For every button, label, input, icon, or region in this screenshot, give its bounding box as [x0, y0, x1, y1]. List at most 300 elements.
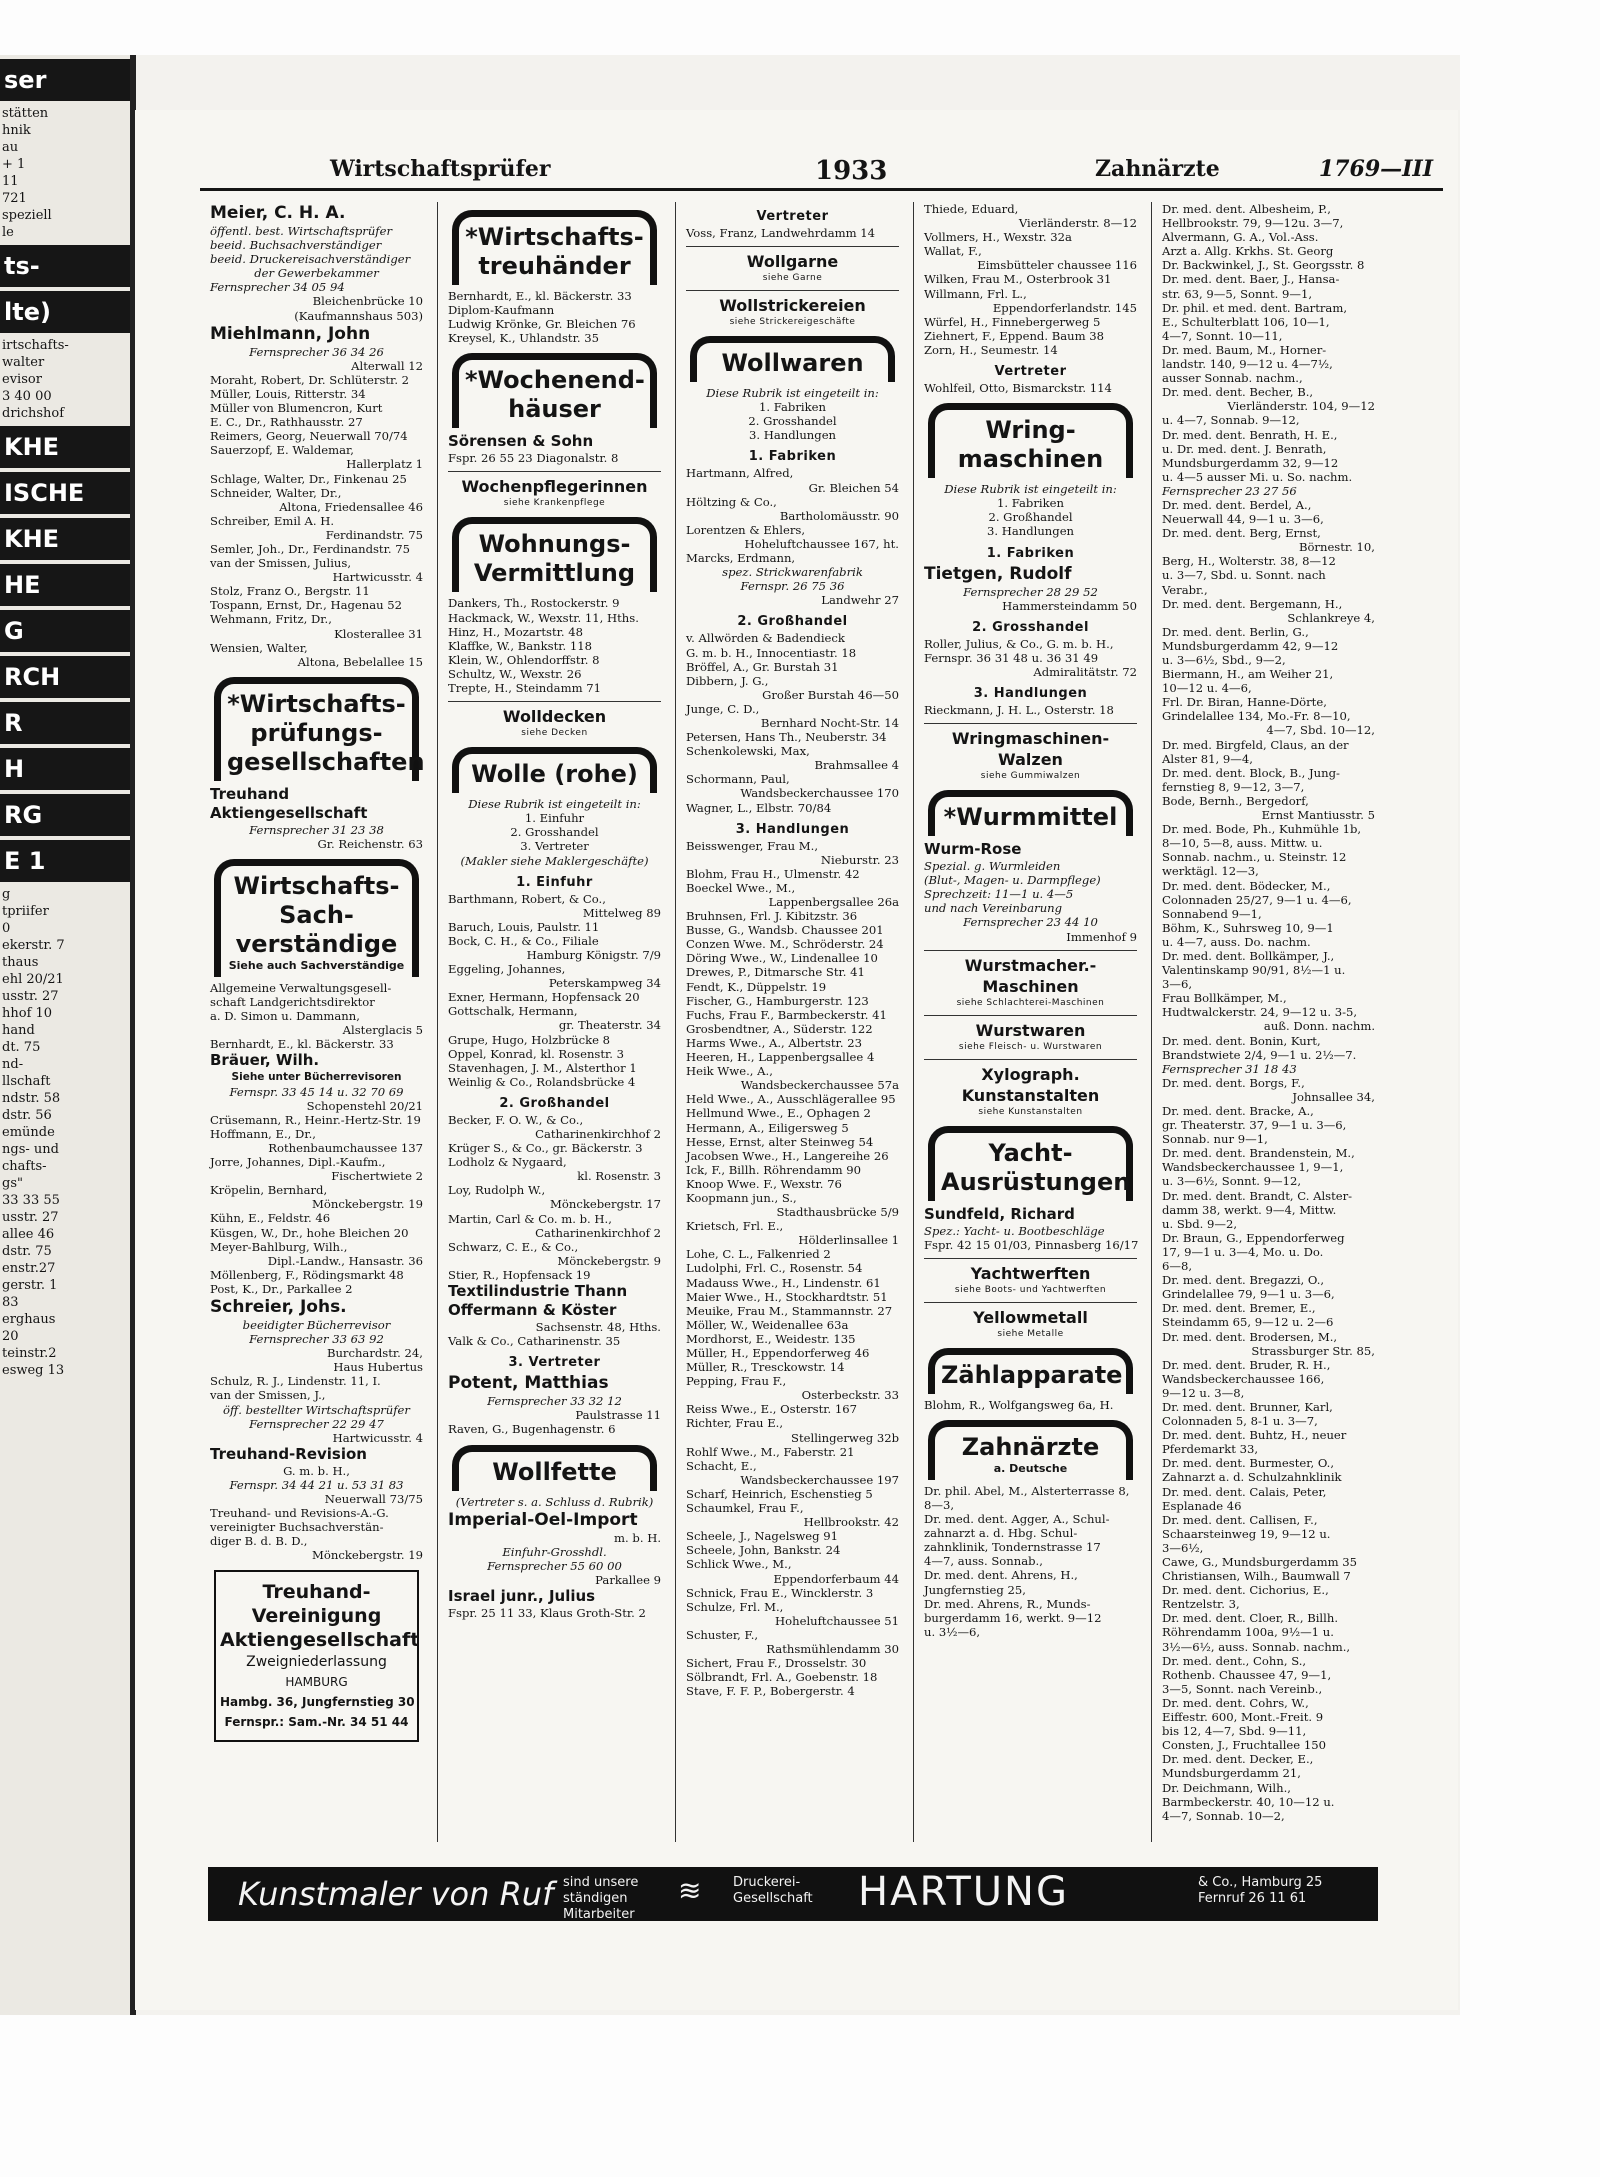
listing-line: Weinlig & Co., Rolandsbrücke 4	[448, 1074, 636, 1089]
column-5	[1151, 202, 1380, 1842]
listing-line: Stavenhagen, J. M., Alsterthor 1	[448, 1060, 637, 1075]
listing-note: Fernspr. 26 75 36	[740, 579, 845, 594]
listing-line: Barthmann, Robert, & Co.,	[448, 891, 606, 906]
listing-line: Mundsburgerdamm 21,	[1162, 1766, 1301, 1781]
listing-note: Spez.: Yacht- u. Bootbeschläge	[924, 1223, 1105, 1238]
listing-note: Einfuhr-Grosshdl.	[502, 1544, 607, 1559]
listing-line: Dr. med. Bode, Ph., Kuhmühle 1b,	[1162, 822, 1362, 837]
listing-line: Schreiber, Emil A. H.	[210, 513, 335, 528]
listing-line: Schnick, Frau E., Wincklerstr. 3	[686, 1585, 874, 1600]
listing-line: Bernhardt, E., kl. Bäckerstr. 33	[448, 289, 632, 303]
listing-line: Dr. med. dent. Cloer, R., Billh.	[1162, 1611, 1338, 1626]
listing-name: Bräuer, Wilh.	[210, 1051, 320, 1070]
listing-line: Wensien, Walter,	[210, 640, 308, 655]
section-heading: 1. Einfuhr	[516, 874, 593, 890]
category-tab	[452, 747, 657, 793]
listing-address: Wandsbeckerchaussee 170	[740, 786, 899, 801]
category-title: *Wirtschafts-treuhänder	[465, 223, 644, 280]
listing-name: Tietgen, Rudolf	[924, 563, 1072, 584]
section-heading: 3. Vertreter	[508, 1355, 601, 1371]
listing-line: Marcks, Erdmann,	[686, 551, 796, 566]
listing-address: kl. Rosenstr. 3	[577, 1169, 661, 1184]
listing-line: Dr. med. dent. Buhtz, H., neuer	[1162, 1428, 1347, 1443]
listing-line: Valentinskamp 90/91, 8½—1 u.	[1162, 963, 1346, 978]
listing-line: Mundsburgerdamm 42, 9—12	[1162, 638, 1339, 653]
listing-note: Diese Rubrik ist eingeteilt in:	[468, 797, 641, 812]
rubric-reference: siehe Kunstanstalten	[978, 1106, 1083, 1117]
section-heading: Vertreter	[756, 209, 829, 224]
listing-address: Bartholomäusstr. 90	[779, 508, 899, 523]
listing-line: Sonnab. nur 9—1,	[1162, 1132, 1268, 1147]
listing-line: fernstieg 8, 9—12, 3—7,	[1162, 779, 1305, 794]
listing-name: Offermann & Köster	[448, 1301, 617, 1320]
listing-line: Dr. med. dent. Benrath, H. E.,	[1162, 427, 1338, 442]
category-subtitle: a. Deutsche	[993, 1461, 1068, 1475]
category-title: Wring-maschinen	[957, 416, 1104, 474]
listing-line: Stier, R., Hopfensack 19	[448, 1267, 591, 1282]
listing-line: Brandstwiete 2/4, 9—1 u. 2½—7.	[1162, 1047, 1357, 1062]
listing-name: Wurm-Rose	[924, 840, 1022, 859]
listing-address: Neuerwall 73/75	[324, 1492, 423, 1506]
listing-line: Barmbeckerstr. 40, 10—12 u.	[1162, 1794, 1335, 1809]
listing-address: Strassburger Str. 85,	[1251, 1343, 1375, 1358]
listing-address: Bleichenbrücke 10	[312, 294, 423, 309]
listing-line: Würfel, H., Finnebergerweg 5	[924, 314, 1101, 329]
listing-line: Klein, W., Ohlendorffstr. 8	[448, 652, 600, 667]
listing-note: der Gewerbekammer	[254, 266, 379, 281]
listing-line: Wohlfeil, Otto, Bismarckstr. 114	[924, 381, 1112, 396]
listing-line: 3. Handlungen	[748, 428, 837, 443]
listing-line: E. C., Dr., Rathhausstr. 27	[210, 415, 363, 430]
listing-line: Scharf, Heinrich, Eschenstieg 5	[686, 1486, 873, 1501]
listing-line: Dr. med. dent. Decker, E.,	[1162, 1752, 1314, 1767]
listing-line: Dr. med. dent. Agger, A., Schul-	[924, 1512, 1110, 1527]
listing-address: Hellbrookstr. 42	[803, 1515, 899, 1530]
listing-address: Schlankreye 4,	[1287, 610, 1375, 625]
previous-page-fragment: 83	[2, 1295, 19, 1310]
listing-line: Dr. med. dent. Bracke, A.,	[1162, 1104, 1314, 1118]
listing-line: Thiede, Eduard,	[924, 202, 1019, 216]
listing-line: 2. Großhandel	[988, 510, 1073, 525]
previous-page-fragment: speziell	[2, 208, 52, 223]
listing-line: Treuhand- und Revisions-A.-G.	[210, 1506, 389, 1521]
listing-line: Petersen, Hans Th., Neuberstr. 34	[686, 730, 887, 745]
listing-address: Vierländerstr. 8—12	[1018, 216, 1137, 231]
listing-line: Lodholz & Nygaard,	[448, 1155, 567, 1170]
previous-page-fragment: R	[0, 702, 130, 744]
listing-line: 4—7, auss. Sonnab.,	[924, 1554, 1043, 1569]
listing-line: Fuchs, Frau F., Barmbeckerstr. 41	[686, 1007, 887, 1022]
listing-line: Semler, Joh., Dr., Ferdinandstr. 75	[210, 541, 410, 556]
previous-page-fragment: KHE	[0, 426, 130, 468]
listing-address: Bernhard Nocht-Str. 14	[760, 715, 899, 730]
listing-note: Fernsprecher 55 60 00	[487, 1558, 622, 1573]
previous-page-fragment: dstr. 75	[2, 1244, 52, 1259]
listing-line: Krüger S., & Co., gr. Bäckerstr. 3	[448, 1141, 643, 1156]
listing-line: diger B. d. B. D.,	[210, 1534, 308, 1549]
listing-line: Dr. med. dent. Ahrens, H.,	[924, 1568, 1078, 1583]
listing-line: Dr. med. dent. Berdel, A.,	[1162, 497, 1312, 512]
rubric-title: Wurstmacher.- Maschinen	[964, 955, 1097, 996]
listing-line: 3½—6½, auss. Sonnab. nachm.,	[1162, 1639, 1351, 1654]
listing-address: Hölderlinsallee 1	[798, 1233, 899, 1248]
listing-line: 3—6,	[1162, 977, 1193, 992]
column-1	[200, 202, 428, 1842]
listing-line: Dr. Deichmann, Wilh.,	[1162, 1780, 1291, 1795]
rubric-reference: siehe Gummiwalzen	[980, 771, 1081, 782]
listing-note: (Blut-, Magen- u. Darmpflege)	[924, 873, 1101, 888]
listing-address: Alsterglacis 5	[342, 1023, 423, 1038]
listing-line: Moraht, Robert, Dr. Schlüterstr. 2	[210, 372, 410, 387]
listing-note: (Makler siehe Maklergeschäfte)	[460, 853, 649, 868]
listing-line: Sölbrandt, Frl. A., Goebenstr. 18	[686, 1670, 878, 1685]
listing-line: Dr. med. dent. Cichorius, E.,	[1162, 1583, 1329, 1598]
listing-line: Dr. med. dent. Calais, Peter,	[1162, 1484, 1327, 1499]
listing-line: Sonnab. nachm., u. Steinstr. 12	[1162, 850, 1347, 865]
listing-line: Boeckel Wwe., M.,	[686, 880, 796, 895]
listing-line: Hackmack, W., Wexstr. 11, Hths.	[448, 610, 639, 625]
listing-line: 6—8,	[1162, 1259, 1193, 1274]
listing-note: beeid. Buchsachverständiger	[210, 238, 382, 253]
previous-page-fragment: erghaus	[2, 1312, 56, 1327]
rubric-reference: siehe Garne	[762, 273, 823, 284]
previous-page-fragment: enstr.27	[2, 1261, 56, 1276]
listing-address: Schopenstehl 20/21	[306, 1098, 423, 1113]
listing-line: 4—7, Sonnab. 10—2,	[1162, 1808, 1285, 1823]
listing-line: Mundsburgerdamm 32, 9—12	[1162, 455, 1339, 470]
previous-page-fragment: ts-	[0, 245, 130, 287]
listing-name: Treuhand-Revision	[210, 1444, 367, 1463]
listing-address: Mittelweg 89	[582, 905, 661, 920]
listing-line: Willmann, Frl. L.,	[924, 286, 1027, 301]
listing-line: Roller, Julius, & Co., G. m. b. H.,	[924, 636, 1114, 651]
listing-line: Conzen Wwe. M., Schröderstr. 24	[686, 937, 884, 952]
listing-address: Börnestr. 10,	[1298, 540, 1375, 555]
category-tab	[928, 403, 1133, 478]
listing-line: 3. Vertreter	[520, 839, 589, 854]
listing-line: Schormann, Paul,	[686, 772, 790, 787]
rubric-heading	[924, 950, 1137, 1009]
footer-company-name: HARTUNG	[858, 1869, 1069, 1915]
rubric-title: Xylograph. Kunstanstalten	[961, 1064, 1100, 1105]
listing-line: Colonnaden 5, 8-1 u. 3—7,	[1162, 1414, 1318, 1429]
previous-page-edge	[0, 55, 136, 2015]
previous-page-fragment: tpriifer	[2, 904, 49, 919]
rubric-heading	[448, 701, 661, 739]
listing-line: Dr. med. dent., Cohn, S.,	[1162, 1653, 1307, 1668]
rubric-heading	[924, 1302, 1137, 1340]
listing-line: gr. Theaterstr. 37, 9—1 u. 3—6,	[1162, 1118, 1347, 1133]
listing-line: 1. Einfuhr	[524, 811, 585, 826]
listing-address: Johnsallee 34,	[1292, 1089, 1375, 1104]
listing-line: Blohm, R., Wolfgangsweg 6a, H.	[924, 1397, 1114, 1412]
listing-address: 4—7, Sbd. 10—12,	[1266, 723, 1375, 738]
rubric-heading	[448, 471, 661, 509]
previous-page-fragment: ser	[0, 59, 130, 101]
listing-line: Bode, Bernh., Bergedorf,	[1162, 793, 1309, 808]
listing-line: Dr. med. dent. Block, B., Jung-	[1162, 765, 1340, 780]
listing-line: Harms Wwe., A., Albertstr. 23	[686, 1035, 862, 1050]
listing-line: 2. Grosshandel	[510, 825, 599, 840]
listing-line: Röhrendamm 100a, 9½—1 u.	[1162, 1625, 1334, 1640]
listing-line: Reiss Wwe., E., Osterstr. 167	[686, 1402, 858, 1417]
listing-line: Dankers, Th., Rostockerstr. 9	[448, 596, 620, 611]
listing-line: u. 3½—6,	[924, 1624, 981, 1639]
previous-page-fragment: dt. 75	[2, 1040, 41, 1055]
listing-line: 3. Handlungen	[986, 524, 1075, 539]
listing-address: Stellingerweg 32b	[791, 1430, 899, 1445]
listing-name: Potent, Matthias	[448, 1373, 609, 1394]
listing-line: Heik Wwe., A.,	[686, 1064, 773, 1079]
listing-line: Grosbendtner, A., Süderstr. 122	[686, 1021, 873, 1036]
listing-line: Hoffmann, E., Dr.,	[210, 1126, 316, 1141]
listing-line: Crüsemann, R., Heinr.-Hertz-Str. 19	[210, 1112, 421, 1127]
listing-line: Wilken, Frau M., Osterbrook 31	[924, 272, 1112, 287]
category-tab	[452, 210, 657, 285]
listing-line: G. m. b. H.,	[283, 1463, 350, 1478]
category-tab	[928, 1126, 1133, 1201]
previous-page-fragment: KHE	[0, 518, 130, 560]
previous-page-fragment: 11	[2, 174, 19, 189]
previous-page-fragment: ngs- und	[2, 1142, 59, 1157]
advertisement-line: Fernspr.: Sam.-Nr. 34 51 44	[224, 1715, 409, 1730]
listing-name: Treuhand	[210, 784, 290, 803]
listing-line: Mordhorst, E., Weidestr. 135	[686, 1331, 856, 1346]
rubric-reference: siehe Decken	[521, 728, 588, 739]
previous-page-fragment: thaus	[2, 955, 39, 970]
listing-line: landstr. 140, 9—12 u. 4—7½,	[1162, 357, 1333, 372]
previous-page-fragment: RCH	[0, 656, 130, 698]
listing-line: Loy, Rudolph W.,	[448, 1183, 546, 1198]
listing-line: Oppel, Konrad, kl. Rosenstr. 3	[448, 1046, 625, 1061]
listing-note: beeidigter Bücherrevisor	[242, 1317, 391, 1332]
rubric-reference: siehe Krankenpflege	[503, 498, 606, 509]
listing-line: Richter, Frau E.,	[686, 1416, 784, 1431]
listing-line: Drewes, P., Ditmarsche Str. 41	[686, 965, 865, 980]
listing-note: beeid. Druckereisachverständiger	[210, 252, 411, 267]
previous-page-fragment: hand	[2, 1023, 35, 1038]
previous-page-fragment: HE	[0, 564, 130, 606]
listing-line: Hinz, H., Mozartstr. 48	[448, 624, 584, 639]
previous-page-fragment: + 1	[2, 157, 26, 172]
listing-address: Parkallee 9	[595, 1572, 661, 1587]
rubric-title: Wolldecken	[502, 707, 607, 727]
listing-address: Nieburstr. 23	[820, 852, 899, 867]
listing-line: Exner, Hermann, Hopfensack 20	[448, 990, 640, 1005]
listing-line: Dr. med. Birgfeld, Claus, an der	[1162, 737, 1349, 752]
listing-line: Dr. med. dent. Albesheim, P.,	[1162, 202, 1331, 216]
listing-line: Schultz, W., Wexstr. 26	[448, 666, 582, 681]
header-left-heading: Wirtschaftsprüfer	[330, 156, 551, 182]
category-title: Zahnärzte	[961, 1432, 1100, 1461]
footer-right-small: & Co., Hamburg 25 Fernruf 26 11 61	[1198, 1875, 1323, 1906]
listing-line: Trepte, H., Steindamm 71	[448, 681, 602, 696]
listing-line: damm 38, werkt. 9—4, Mittw.	[1162, 1202, 1337, 1217]
listing-note: spez. Strickwarenfabrik	[722, 565, 863, 580]
listing-address: Rathsmühlendamm 30	[766, 1641, 899, 1656]
listing-line: Dr. med. dent. Brandt, C. Alster-	[1162, 1188, 1353, 1203]
listing-line: Beisswenger, Frau M.,	[686, 838, 819, 853]
listing-address: Osterbeckstr. 33	[801, 1388, 899, 1403]
rubric-reference: siehe Boots- und Yachtwerften	[954, 1284, 1107, 1295]
listing-name: Sörensen & Sohn	[448, 432, 594, 451]
listing-line: Eggeling, Johannes,	[448, 962, 566, 977]
listing-line: Alvermann, G. A., Vol.-Ass.	[1162, 230, 1319, 245]
page-header	[200, 152, 1443, 191]
listing-line: Fspr. 42 15 01/03, Pinnasberg 16/17	[924, 1237, 1139, 1252]
column-3	[675, 202, 904, 1842]
listing-line: Meuike, Frau M., Stammannstr. 27	[686, 1303, 893, 1318]
previous-page-fragment: evisor	[2, 372, 42, 387]
rubric-title: Wollgarne	[746, 252, 839, 272]
footer-left-text: Kunstmaler von Ruf	[238, 1875, 554, 1913]
listing-line: Raven, G., Bugenhagenstr. 6	[448, 1422, 616, 1437]
listing-line: Bock, C. H., & Co., Filiale	[448, 933, 599, 948]
listing-line: van der Smissen, J.,	[210, 1388, 326, 1403]
listing-line: Biermann, H., am Weiher 21,	[1162, 667, 1334, 682]
category-tab	[214, 859, 419, 977]
listing-line: Rieckmann, J. H. L., Osterstr. 18	[924, 702, 1114, 717]
listing-line: Cawe, G., Mundsburgerdamm 35	[1162, 1555, 1358, 1569]
previous-page-fragment: walter	[2, 355, 45, 370]
listing-line: Dr. med. dent. Bremer, E.,	[1162, 1301, 1316, 1316]
listing-line: Zahnarzt a. d. Schulzahnklinik	[1162, 1470, 1342, 1485]
listing-line: Dr. phil. Abel, M., Alsterterrasse 8,	[924, 1483, 1130, 1498]
previous-page-fragment: au	[2, 140, 19, 155]
previous-page-fragment: G	[0, 610, 130, 652]
listing-note: Fernsprecher 31 23 38	[249, 822, 384, 837]
listing-line: Consten, J., Fruchtallee 150	[1162, 1738, 1326, 1753]
section-heading: Vertreter	[994, 364, 1067, 380]
listing-line: 1. Fabriken	[759, 400, 826, 415]
listing-line: Dr. med. dent. Bergemann, H.,	[1162, 596, 1343, 611]
listing-line: Dr. med. dent. Burmester, O.,	[1162, 1456, 1335, 1471]
listing-note: Diese Rubrik ist eingeteilt in:	[944, 482, 1117, 497]
listing-line: Zorn, H., Seumestr. 14	[924, 342, 1058, 357]
category-tab	[928, 1348, 1133, 1394]
listing-line: Pferdemarkt 33,	[1162, 1442, 1259, 1457]
listing-line: v. Allwörden & Badendieck	[686, 631, 845, 646]
listing-line: Junge, C. D.,	[686, 701, 760, 716]
listing-line: Schaumkel, Frau F.,	[686, 1501, 804, 1516]
listing-line: Verabr.,	[1162, 582, 1208, 597]
listing-line: Heeren, H., Lappenbergsallee 4	[686, 1050, 875, 1065]
listing-line: Schulze, Frl. M.,	[686, 1599, 784, 1614]
listing-line: Gottschalk, Hermann,	[448, 1004, 578, 1019]
listing-note: und nach Vereinbarung	[924, 901, 1063, 916]
listing-line: Stolz, Franz O., Bergstr. 11	[210, 584, 370, 599]
listing-address: Altona, Friedensallee 46	[279, 499, 423, 514]
listing-line: Reimers, Georg, Neuerwall 70/74	[210, 429, 408, 444]
listing-address: Eimsbütteler chaussee 116	[977, 258, 1137, 273]
listing-line: Dr. med. dent. Bollkämper, J.,	[1162, 948, 1335, 963]
listing-name: Schreier, Johs.	[210, 1296, 347, 1317]
listing-address: Alterwall 12	[351, 358, 423, 373]
previous-page-fragment: 721	[2, 191, 27, 206]
listing-note: Fernsprecher 34 05 94	[210, 280, 345, 295]
listing-line: Arzt a. Allg. Krkhs. St. Georg	[1162, 244, 1334, 259]
listing-line: Dr. phil. et med. dent. Bartram,	[1162, 300, 1348, 315]
section-heading: 3. Handlungen	[973, 685, 1088, 701]
listing-name: Textilindustrie Thann	[448, 1282, 628, 1301]
previous-page-fragment: 3 40 00	[2, 389, 52, 404]
listing-line: Ziehnert, F., Eppend. Baum 38	[924, 328, 1105, 343]
listing-line: Dr. med. Ahrens, R., Munds-	[924, 1596, 1091, 1611]
category-tab	[452, 517, 657, 592]
listing-address: gr. Theaterstr. 34	[558, 1018, 661, 1033]
listing-line: 1. Fabriken	[997, 496, 1064, 511]
listing-line: Ludolphi, Frl. C., Rosenstr. 54	[686, 1261, 863, 1276]
listing-address: (Kaufmannshaus 503)	[294, 308, 423, 323]
listing-line: u. 4—7, auss. Do. nachm.	[1162, 934, 1311, 949]
listing-line: 8—3,	[924, 1498, 955, 1512]
listing-line: u. 4—5 ausser Mi. u. So. nachm.	[1162, 469, 1353, 484]
listing-line: Schlick Wwe., M.,	[686, 1557, 792, 1572]
rubric-reference: siehe Strickereigeschäfte	[729, 317, 856, 328]
listing-address: Altona, Bebelallee 15	[297, 654, 423, 669]
category-tab	[928, 790, 1133, 836]
listing-address: Burchardstr. 24,	[326, 1346, 423, 1361]
listing-line: 17, 9—1 u. 3—4, Mo. u. Do.	[1162, 1244, 1324, 1259]
listing-line: Grindelallee 134, Mo.-Fr. 8—10,	[1162, 709, 1351, 724]
listing-line: 3—5, Sonnt. nach Vereinb.,	[1162, 1681, 1323, 1696]
category-title: Yacht-Ausrüstungen	[941, 1138, 1131, 1196]
listing-address: Großer Burstah 46—50	[762, 687, 899, 702]
listing-note: Fernsprecher 28 29 52	[963, 584, 1098, 599]
section-heading: 1. Fabriken	[748, 449, 837, 465]
category-tab	[214, 677, 425, 781]
listing-note: Fernspr. 34 44 21 u. 53 31 83	[229, 1477, 404, 1492]
listing-name: Meier, C. H. A.	[210, 203, 346, 223]
listing-line: Vollmers, H., Wexstr. 32a	[924, 230, 1072, 245]
listing-line: Meyer-Bahlburg, Wilh.,	[210, 1239, 348, 1254]
listing-line: 4—7, Sonnt. 10—11,	[1162, 328, 1283, 343]
listing-line: Schenkolewski, Max,	[686, 744, 810, 759]
category-subtitle: Siehe auch Sachverständige	[228, 959, 405, 972]
listing-line: Grupe, Hugo, Holzbrücke 8	[448, 1032, 611, 1047]
listing-line: Dr. med. dent. Baer, J., Hansa-	[1162, 272, 1340, 287]
listing-note: Fernsprecher 31 18 43	[1162, 1061, 1297, 1076]
header-middle-heading: Zahnärzte	[1095, 156, 1220, 182]
listing-line: Müller von Blumencron, Kurt	[210, 401, 383, 416]
listing-line: Klaffke, W., Bankstr. 118	[448, 638, 593, 653]
listing-line: zahnarzt a. d. Hbg. Schul-	[924, 1526, 1078, 1541]
listing-line: Dr. med. dent. Bonin, Kurt,	[1162, 1033, 1321, 1048]
listing-line: 8—10, 5—8, auss. Mittw. u.	[1162, 836, 1323, 851]
listing-line: Schneider, Walter, Dr.,	[210, 485, 342, 500]
listing-line: Dr. med. dent. Brandenstein, M.,	[1162, 1146, 1355, 1161]
previous-page-fragment: gs"	[2, 1176, 23, 1191]
advertisement-box	[214, 1570, 419, 1742]
rubric-reference: siehe Schlachterei-Maschinen	[956, 997, 1105, 1008]
category-title: Zählapparate	[941, 1360, 1123, 1389]
listing-address: auß. Donn. nachm.	[1263, 1019, 1375, 1034]
listing-address: Vierländerstr. 104, 9—12	[1227, 399, 1375, 414]
previous-page-fragment: allee 46	[2, 1227, 55, 1242]
listing-line: Wandsbeckerchaussee 1, 9—1,	[1162, 1160, 1344, 1175]
listing-line: Kühn, E., Feldstr. 46	[210, 1211, 331, 1226]
listing-line: Fendt, K., Düppelstr. 19	[686, 979, 827, 994]
previous-page-fragment: teinstr.2	[2, 1346, 57, 1361]
listing-note: Fernsprecher 33 32 12	[487, 1394, 622, 1409]
listing-note: Fernsprecher 33 63 92	[249, 1332, 384, 1347]
listing-line: Lohe, C. L., Falkenried 2	[686, 1247, 831, 1262]
listing-line: Sauerzopf, E. Waldemar,	[210, 443, 354, 458]
waves-logo-icon: ≋	[678, 1874, 702, 1907]
header-year: 1933	[815, 156, 888, 186]
listing-line: Dibbern, J. G.,	[686, 673, 769, 688]
listing-line: bis 12, 4—7, Sbd. 9—11,	[1162, 1724, 1307, 1739]
